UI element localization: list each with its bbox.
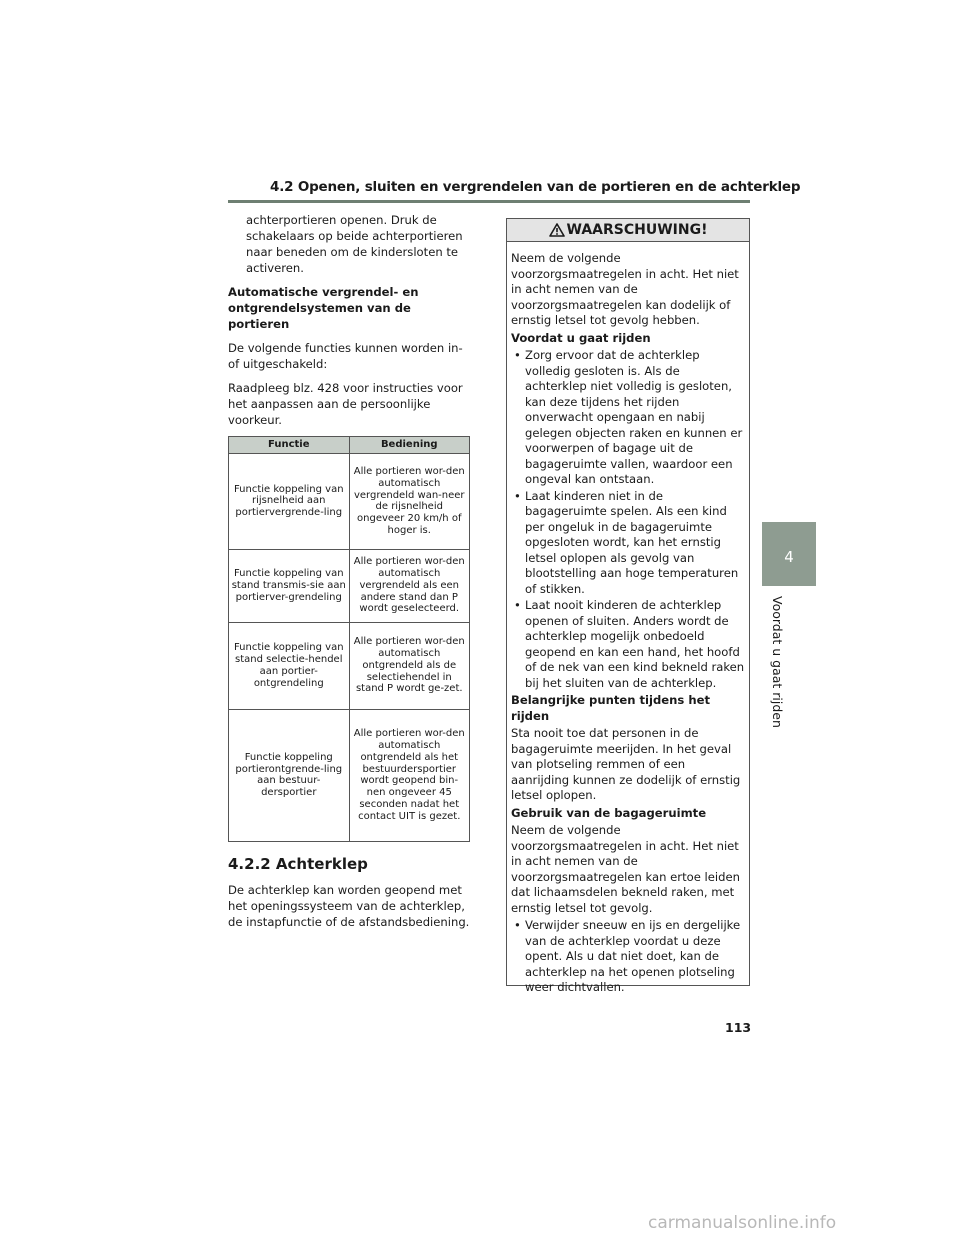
warning-paragraph: Sta nooit toe dat personen in de bagageruimte meerijden. In het geval van plotseling remmen of een aanrijding kunnen ze dodelijk of ernstig letsel oplopen. xyxy=(511,726,741,802)
function-table xyxy=(228,436,470,842)
warning-title: WAARSCHUWING! xyxy=(566,222,708,238)
table-row xyxy=(229,453,470,549)
list-item: • Verwijder sneeuw en ijs en dergelijke van de achterklep voordat u deze opent. Als u dat niet doet, kan de achterklep na het openen plotseling weer dichtvallen. xyxy=(511,918,745,996)
table-row xyxy=(229,549,470,622)
table-cell-functie: Functie koppeling van stand transmis-sie aan portierver-grendeling xyxy=(229,549,350,622)
table-row xyxy=(229,709,470,841)
warning-body xyxy=(507,242,749,996)
warning-intro: Neem de volgende voorzorgsmaatregelen in acht. Het niet in acht nemen van de voorzorgsmaatregelen kan dodelijk of ernstig letsel tot gevolg hebben. xyxy=(511,251,739,327)
warning-subheading: Voordat u gaat rijden xyxy=(511,330,651,345)
table-cell-functie: Functie koppeling portierontgrende-ling aan bestuur-dersportier xyxy=(229,709,350,841)
table-header-bediening: Bediening xyxy=(349,437,470,454)
chapter-number: 4 xyxy=(784,548,794,566)
chapter-tab xyxy=(762,522,816,586)
list-item: • Laat nooit kinderen de achterklep openen of sluiten. Anders wordt de achterklep mogelijk onbedoeld geopend en kan een hand, het hoofd of de nek van een kind bekneld raken bij het sluiten van de achterklep. xyxy=(511,598,745,691)
table-cell-functie: Functie koppeling van stand selectie-hendel aan portier-ontgrendeling xyxy=(229,622,350,709)
left-column xyxy=(228,212,470,938)
table-cell-bediening: Alle portieren wor-den automatisch ontgrendeld als de selectiehendel in stand P wordt ge-zet. xyxy=(349,622,470,709)
header-rule xyxy=(228,200,750,203)
intro-paragraph: achterportieren openen. Druk de schakelaars op beide achterportieren naar beneden om de kindersloten te activeren. xyxy=(246,213,463,275)
paragraph-reference: Raadpleeg blz. 428 voor instructies voor het aanpassen aan de persoonlijke voorkeur. xyxy=(228,381,463,427)
section-paragraph: De achterklep kan worden geopend met het openingssysteem van de achterklep, de instapfunctie of de afstandsbediening. xyxy=(228,882,470,929)
warning-box xyxy=(506,218,750,994)
table-cell-bediening: Alle portieren wor-den automatisch vergrendeld als een andere stand dan P wordt geselecteerd. xyxy=(349,549,470,622)
page-header: 4.2 Openen, sluiten en vergrendelen van de portieren en de achterklep xyxy=(270,179,801,195)
table-cell-functie: Functie koppeling van rijsnelheid aan portiervergrende-ling xyxy=(229,453,350,549)
table-cell-bediening: Alle portieren wor-den automatisch vergrendeld wan-neer de rijsnelheid ongeveer 20 km/h of hoger is. xyxy=(349,453,470,549)
warning-paragraph: Neem de volgende voorzorgsmaatregelen in acht. Het niet in acht nemen van de voorzorgsmaatregelen kan ertoe leiden dat lichaamsdelen bekneld raken, met ernstig letsel tot gevolg. xyxy=(511,823,740,915)
section-title: 4.2.2 Achterklep xyxy=(228,854,368,873)
warning-subheading: Gebruik van de bagageruimte xyxy=(511,805,707,820)
warning-header xyxy=(507,219,749,242)
chapter-title: Voordat u gaat rijden xyxy=(770,596,785,728)
table-cell-bediening: Alle portieren wor-den automatisch ontgrendeld als het bestuurdersportier wordt geopend bin-nen ongeveer 45 seconden nadat het contact UIT is gezet. xyxy=(349,709,470,841)
warning-subheading: Belangrijke punten tijdens het rijden xyxy=(511,693,711,723)
paragraph-functions: De volgende functies kunnen worden in- of uitgeschakeld: xyxy=(228,341,463,371)
warning-icon xyxy=(549,223,565,237)
table-header-functie: Functie xyxy=(229,437,350,454)
list-item: • Laat kinderen niet in de bagageruimte spelen. Als een kind per ongeluk in de bagageruimte opgesloten wordt, kan het ernstig letsel oplopen als gevolg van blootstelling aan hoge temperaturen of stikken. xyxy=(511,489,745,598)
table-row xyxy=(229,622,470,709)
list-item: • Zorg ervoor dat de achterklep volledig gesloten is. Als de achterklep niet volledig is gesloten, kan deze tijdens het rijden onverwacht opengaan en nabij gelegen objecten raken en kunnen er voorwerpen of bagage uit de bagageruimte vallen, waardoor een ongeval kan ontstaan. xyxy=(511,348,745,488)
page-number: 113 xyxy=(725,1020,752,1035)
watermark: carmanualsonline.info xyxy=(648,1213,837,1233)
sub-heading: Automatische vergrendel- en ontgrendelsystemen van de portieren xyxy=(228,285,419,331)
